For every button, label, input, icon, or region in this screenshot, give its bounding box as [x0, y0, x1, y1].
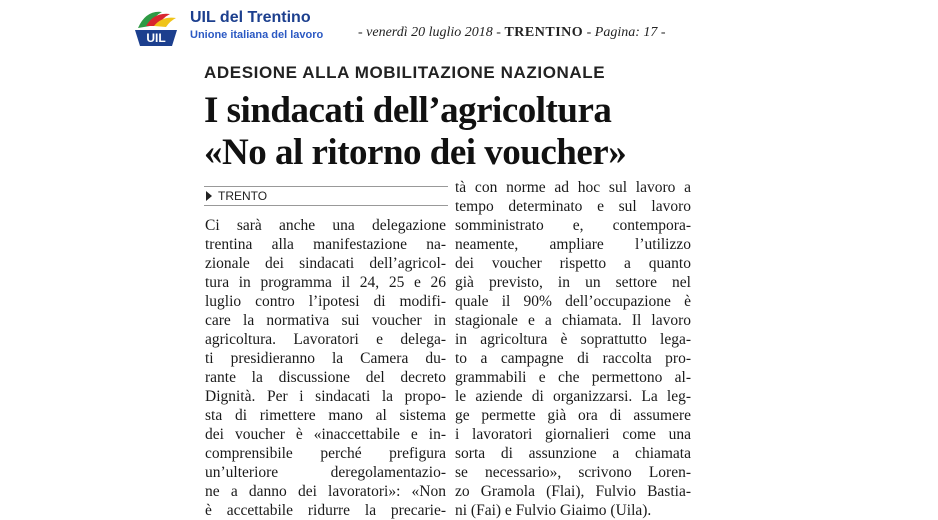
text-line: tura in programma il 24, 25 e 26 [205, 274, 446, 291]
headline-line-2: «No al ritorno dei voucher» [204, 132, 627, 173]
text-line: ge permette già ora di assumere [455, 407, 691, 424]
text-line: sta di rimettere mano al sistema [205, 407, 446, 424]
text-line: dei voucher rispetto a quanto [455, 255, 691, 272]
text-line: i lavoratori giornalieri come una [455, 426, 691, 443]
org-name: UIL del Trentino [190, 9, 311, 26]
text-line: rante la discussione del decreto [205, 369, 446, 386]
text-line: Dignità. Per i sindacati la propo- [205, 388, 446, 405]
text-line: quale il 90% dell’occupazione è [455, 293, 691, 310]
page-number: - Pagina: 17 - [586, 25, 666, 40]
newspaper-name: TRENTINO [504, 25, 584, 40]
text-line: zionale dei sindacati dell’agricol- [205, 255, 446, 272]
text-line: un’ulteriore deregolamentazio- [205, 464, 446, 481]
text-line: tempo determinato e sul lavoro [455, 198, 691, 215]
text-line: grammabili e che permettono al- [455, 369, 691, 386]
headline-line-1: I sindacati dell’agricoltura [204, 90, 612, 131]
text-line: tà con norme ad hoc sul lavoro a [455, 179, 691, 196]
article-column-2 [455, 178, 691, 520]
text-line: ne a danno dei lavoratori»: «Non [205, 483, 446, 500]
dateline-text: TRENTO [218, 189, 268, 203]
text-line: le aziende di organizzarsi. La leg- [455, 388, 691, 405]
clipping-header [0, 0, 938, 56]
text-line: to a campagne di raccolta pro- [455, 350, 691, 367]
text-line: trentina alla manifestazione na- [205, 236, 446, 253]
dateline [204, 186, 448, 206]
text-line: luglio contro l’ipotesi di modifi- [205, 293, 446, 310]
text-line: agricoltura. Lavoratori e delega- [205, 331, 446, 348]
svg-text:UIL: UIL [146, 31, 166, 45]
article-column-1 [205, 216, 446, 520]
text-line: se necessario», scrivono Loren- [455, 464, 691, 481]
org-subtitle: Unione italiana del lavoro [190, 29, 324, 41]
text-line: ni (Fai) e Fulvio Giaimo (Uila). [455, 502, 652, 519]
text-line: è accettabile ridurre la precarie- [205, 502, 446, 519]
dateline-arrow-icon [206, 191, 212, 201]
text-line: sorta di assunzione a chiamata [455, 445, 691, 462]
text-line: ti presidieranno la Camera du- [205, 350, 446, 367]
text-line: zo Gramola (Flai), Fulvio Bastia- [455, 483, 691, 500]
text-line: stagionale e a chiamata. Il lavoro [455, 312, 691, 329]
text-line: dei voucher è «inaccettabile e in- [205, 426, 446, 443]
publication-line [358, 25, 666, 41]
text-line: somministrato e, contempora- [455, 217, 691, 234]
text-line: care la normativa sui voucher in [205, 312, 446, 329]
uil-logo-icon [132, 6, 180, 48]
article-headline [204, 90, 626, 174]
publication-date: - venerdì 20 luglio 2018 - [358, 25, 501, 40]
text-line: comprensibile perché prefigura [205, 445, 446, 462]
text-line: neamente, ampliare l’utilizzo [455, 236, 691, 253]
article-kicker: ADESIONE ALLA MOBILITAZIONE NAZIONALE [204, 63, 606, 82]
text-line: già previsto, in un settore nel [455, 274, 691, 291]
text-line: in agricoltura è soprattutto lega- [455, 331, 691, 348]
text-line: Ci sarà anche una delegazione [205, 217, 446, 234]
